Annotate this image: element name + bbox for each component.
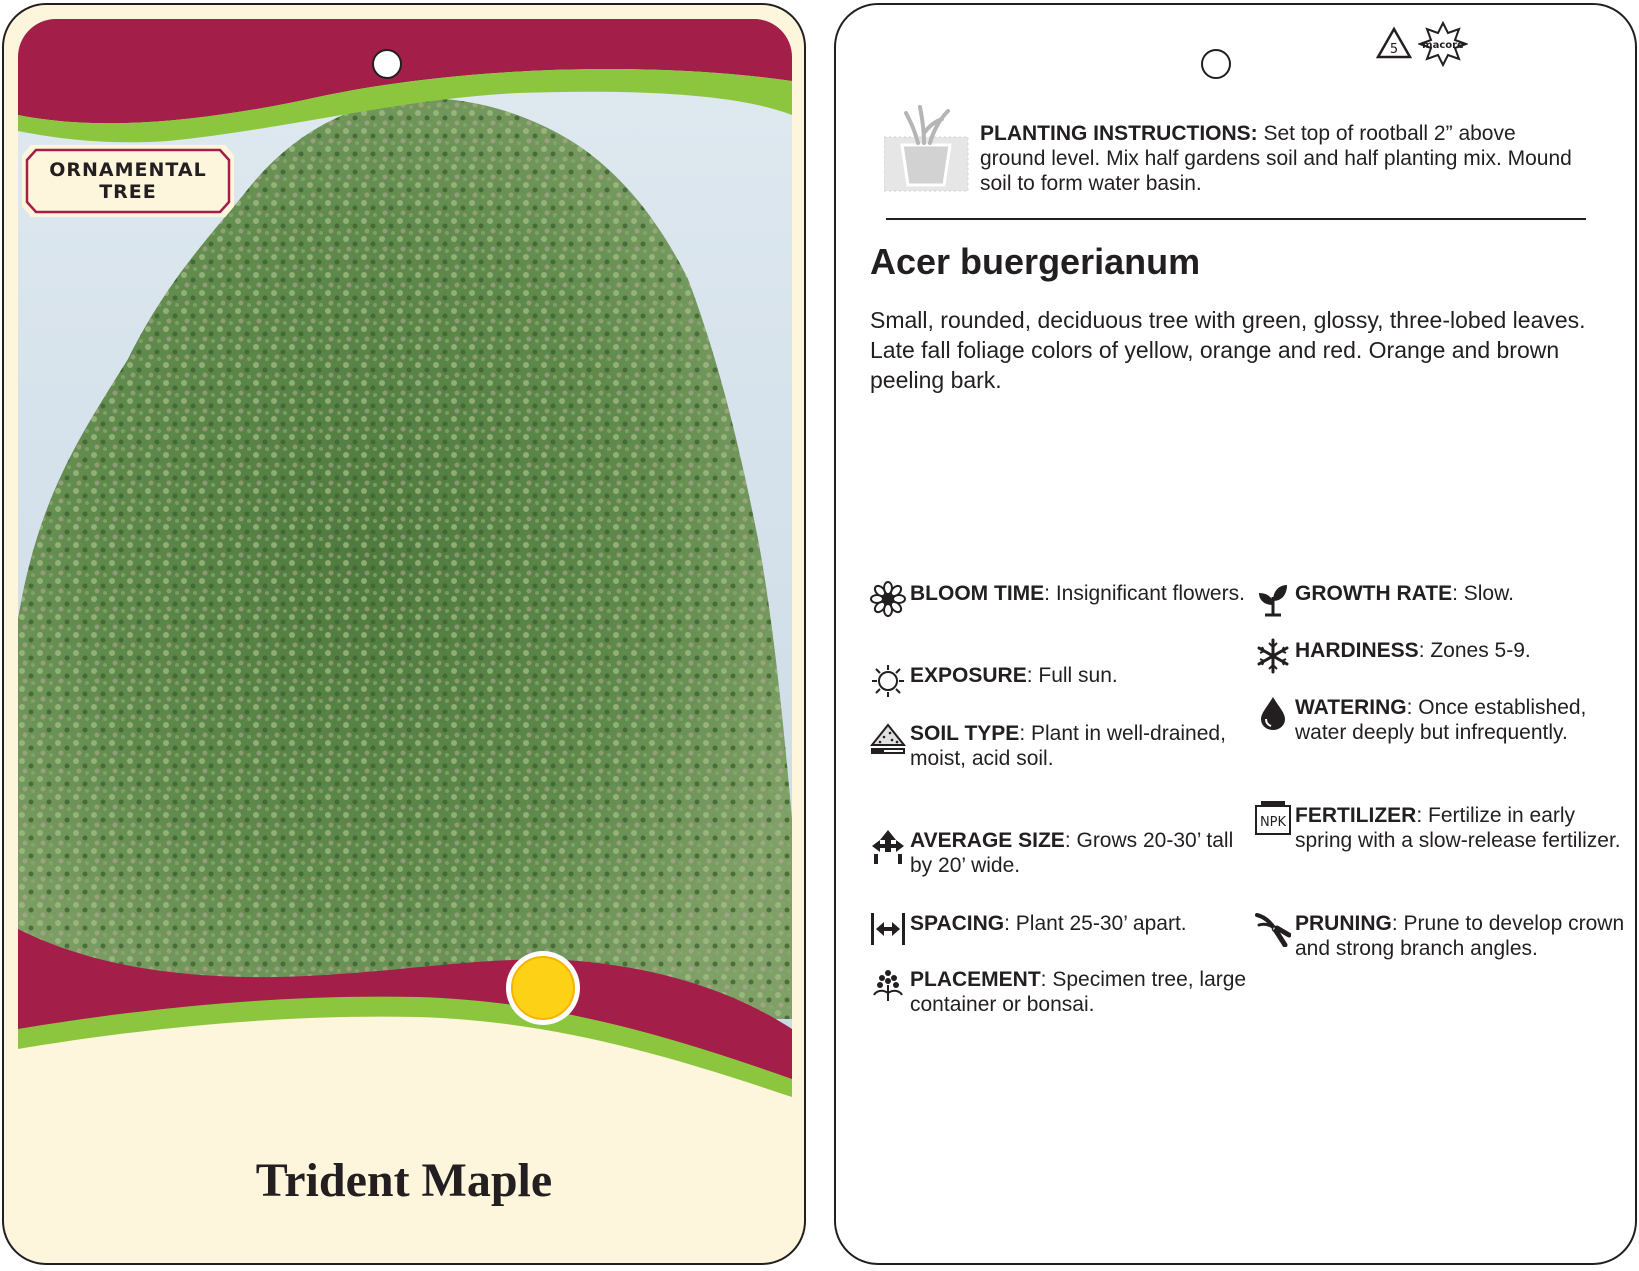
bloom-time-value: : Insignificant flowers.: [1044, 582, 1245, 605]
latin-name: Acer buergerianum: [870, 241, 1201, 282]
sprout-icon: [1255, 581, 1291, 617]
category-badge: [22, 145, 234, 217]
attribute-average-size: [910, 828, 1250, 878]
hang-hole: [1201, 49, 1231, 79]
spacing-label: SPACING: [910, 912, 1005, 935]
pruning-label: PRUNING: [1295, 912, 1392, 935]
pruners-icon: [1255, 911, 1291, 947]
attribute-pruning: [1295, 911, 1635, 961]
attribute-soil-type: [910, 721, 1250, 771]
attribute-watering: [1295, 695, 1635, 745]
flower-icon: [870, 581, 906, 617]
soil-icon: [870, 721, 906, 757]
sun-icon: [504, 949, 582, 1027]
category-label: ORNAMENTAL TREE: [49, 159, 207, 203]
average-size-value: : Grows 20-30’ tall by 20’ wide.: [910, 829, 1234, 877]
hardiness-value: : Zones 5-9.: [1418, 639, 1531, 662]
pruning-value: : Prune to develop crown and strong branch angles.: [1295, 912, 1625, 960]
attribute-hardiness: [1295, 638, 1635, 663]
soil-type-value: : Plant in well-drained, moist, acid soil.: [910, 722, 1226, 770]
front-tag: [2, 3, 806, 1265]
planting-instructions: [884, 103, 1584, 203]
attribute-bloom-time: [910, 581, 1250, 606]
exposure-value: : Full sun.: [1026, 664, 1118, 687]
attribute-spacing: [910, 911, 1250, 936]
plant-common-name: Trident Maple: [255, 1154, 553, 1207]
hang-hole: [372, 49, 402, 79]
attribute-fertilizer: [1259, 803, 1635, 853]
fertilizer-value: : Fertilize in early spring with a slow-release fertilizer.: [1295, 804, 1621, 852]
back-tag: [834, 3, 1637, 1265]
spacing-arrows-icon: [870, 911, 906, 947]
bloom-time-label: BLOOM TIME: [910, 582, 1045, 605]
planting-body: Set top of rootball 2” above ground level. Mix half gardens soil and half planting mix. Mound soil to form water basin.: [980, 122, 1572, 195]
sun-outline-icon: [870, 663, 906, 699]
brand-seal-icon: [1418, 21, 1468, 67]
placement-icon: [870, 967, 906, 1003]
height-arrows-icon: [870, 826, 906, 866]
hardiness-label: HARDINESS: [1295, 639, 1419, 662]
placement-value: : Specimen tree, large container or bonsai.: [910, 968, 1247, 1016]
recycle-number: 5: [1389, 42, 1399, 57]
exposure-label: EXPOSURE: [910, 664, 1027, 687]
divider: [886, 218, 1586, 220]
planting-text: [980, 121, 1580, 196]
growth-rate-value: : Slow.: [1452, 582, 1514, 605]
water-drop-icon: [1255, 695, 1291, 731]
attribute-placement: [910, 967, 1250, 1017]
fertilizer-label: FERTILIZER: [1295, 804, 1417, 827]
spacing-value: : Plant 25-30’ apart.: [1004, 912, 1187, 935]
average-size-label: AVERAGE SIZE: [910, 829, 1065, 852]
watering-value: : Once established, water deeply but infrequently.: [1295, 696, 1587, 744]
plant-description: Small, rounded, deciduous tree with green, glossy, three-lobed leaves. Late fall foliage colors of yellow, orange and red. Orange and brown peeling bark.: [870, 307, 1586, 393]
npk-text: NPK: [1259, 815, 1287, 830]
snowflake-icon: [1255, 638, 1291, 674]
attribute-growth-rate: [1295, 581, 1635, 606]
placement-label: PLACEMENT: [910, 968, 1041, 991]
planting-label: PLANTING INSTRUCTIONS:: [980, 122, 1258, 145]
npk-icon: [1255, 797, 1291, 837]
planting-pot-icon: [884, 103, 974, 195]
watering-label: WATERING: [1295, 696, 1407, 719]
growth-rate-label: GROWTH RATE: [1295, 582, 1453, 605]
brand-name: macore: [1422, 40, 1464, 51]
attribute-exposure: [910, 663, 1250, 688]
recycle-icon: [1374, 23, 1414, 63]
soil-type-label: SOIL TYPE: [910, 722, 1020, 745]
